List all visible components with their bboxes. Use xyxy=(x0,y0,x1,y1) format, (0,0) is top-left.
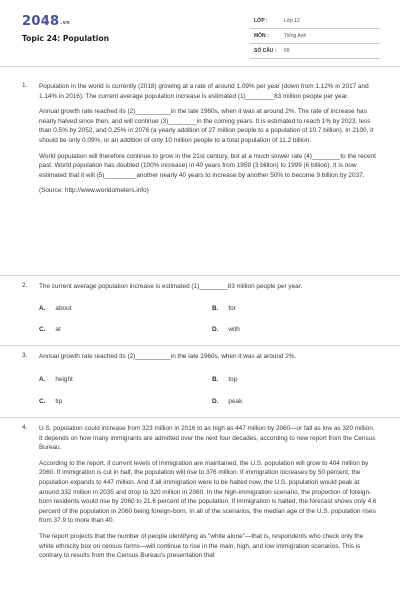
option-text: with xyxy=(228,326,240,333)
site-logo[interactable] xyxy=(22,14,70,29)
passage-paragraph: World population will therefore continue to grow in the 21st century, but at a much slower rate (4)________to the recent past. World population has doubled (100% increase) in 40 years from 1959 (3 billion) to 1999 (6 billion). It is now estimated that it will (5)_________another nearly 40 years to increase by another 50% to become 9 billion by 2037. xyxy=(39,152,376,179)
option-text: for xyxy=(228,305,236,312)
option-text: at xyxy=(55,326,61,333)
option-letter: D. xyxy=(212,326,219,333)
option-letter: B. xyxy=(212,305,219,312)
option-letter: D. xyxy=(212,398,219,405)
option-letter: A. xyxy=(39,305,46,312)
option-c[interactable] xyxy=(39,398,62,405)
meta-value: Tiếng Anh xyxy=(284,33,307,39)
option-letter: C. xyxy=(39,398,46,405)
option-letter: B. xyxy=(212,376,219,383)
meta-key: LỚP : xyxy=(254,18,268,24)
question-number: 1. xyxy=(22,82,28,89)
passage-paragraph: Annual growth rate reached its (2)__________in the late 1960s, when it was at around 2%. The rate of increase has nearly halved since then, and will continue (3)________in the coming years. It is estimated to reach 1% by 2023, less than 0.5% by 2052, and 0.25% in 2076 (a yearly addition of 27 million people to a population of 10.7 billion). In 2100, it should be only 0.09%, or an addition of only 10 million people to a total population of 11.2 billion. xyxy=(39,108,374,144)
question-number: 2. xyxy=(22,282,28,289)
question-number: 3. xyxy=(22,352,28,359)
option-text: about xyxy=(55,305,72,312)
option-text: tip xyxy=(55,398,63,405)
question-2-text: The current average population increase is estimated (1)________83 million people per year. xyxy=(39,283,303,290)
meta-value: Lớp 12 xyxy=(284,18,300,24)
option-text: height xyxy=(55,376,73,383)
question-4-passage xyxy=(39,424,378,567)
logo-text: 2048 xyxy=(22,14,60,29)
option-text: peak xyxy=(228,398,243,405)
option-letter: A. xyxy=(39,376,46,383)
logo-suffix: .vn xyxy=(60,20,71,26)
meta-row-count xyxy=(250,44,380,59)
meta-row-subject xyxy=(250,29,380,44)
meta-value: 69 xyxy=(284,48,290,54)
option-text: top xyxy=(228,376,238,383)
option-d[interactable] xyxy=(212,326,240,333)
option-letter: C. xyxy=(39,326,46,333)
question-divider xyxy=(0,417,400,418)
question-divider xyxy=(0,345,400,346)
option-a[interactable] xyxy=(39,376,73,383)
passage-paragraph: Population in the world is currently (2018) growing at a rate of around 1.09% per year (down from 1.12% in 2017 and 1.14% in 2016). The current average population increase is estimated (1)________83 million people per year. xyxy=(39,83,369,100)
meta-key: MÔN : xyxy=(254,33,269,39)
meta-key: SỐ CÂU : xyxy=(254,48,277,54)
passage-paragraph: U.S. population could increase from 323 million in 2016 to as high as 447 million by 2060—or fall as low as 320 million. It depends on how many immigrants are admitted over the next four decades, according to new report from the Census Bureau. xyxy=(39,425,376,452)
page-title: Topic 24: Population xyxy=(22,34,110,43)
question-1-passage xyxy=(39,82,378,202)
option-a[interactable] xyxy=(39,305,71,312)
option-c[interactable] xyxy=(39,326,61,333)
question-divider xyxy=(0,275,400,276)
meta-row-class xyxy=(250,14,380,29)
question-3-text: Annual growth rate reached its (2)__________in the late 1960s, when it was at around 2%. xyxy=(39,353,297,360)
passage-paragraph: The report projects that the number of people identifying as "white alone"—that is, respondents who check only the white ethnicity box on census forms—will continue to rise in the main, high, and low immigration scenarios. This is contrary to results from the Census Bureau's presentation that xyxy=(39,532,364,560)
page-header xyxy=(0,0,400,62)
question-number: 4. xyxy=(22,424,28,431)
option-d[interactable] xyxy=(212,398,242,405)
option-b[interactable] xyxy=(212,376,237,383)
passage-paragraph: According to the report, if current levels of immigration are maintained, the U.S. population will grow to 404 million by 2060. If immigration is cut in half, the population will rise to 376 million. If immigration increases by 50 percent, the population expands to 447 million. And if all immigration were to be halted now, the U.S. population would peak at around 332 million in 2035 and drop to 320 million in 2060. In the high-immigration scenario, the proportion of foreign-born residents would rise by 2060 to 21.6 percent of the population. If immigration is halted, the forecast shows only 4.6 percent of the population in 2060 being foreign-born. In all of the scenarios, the median age of the U.S. population rises from 37.9 to more than 40. xyxy=(39,459,377,525)
meta-table xyxy=(250,14,380,59)
header-divider xyxy=(0,66,400,67)
passage-source: (Source: http://www.worldometers.info) xyxy=(39,187,149,195)
option-b[interactable] xyxy=(212,305,236,312)
